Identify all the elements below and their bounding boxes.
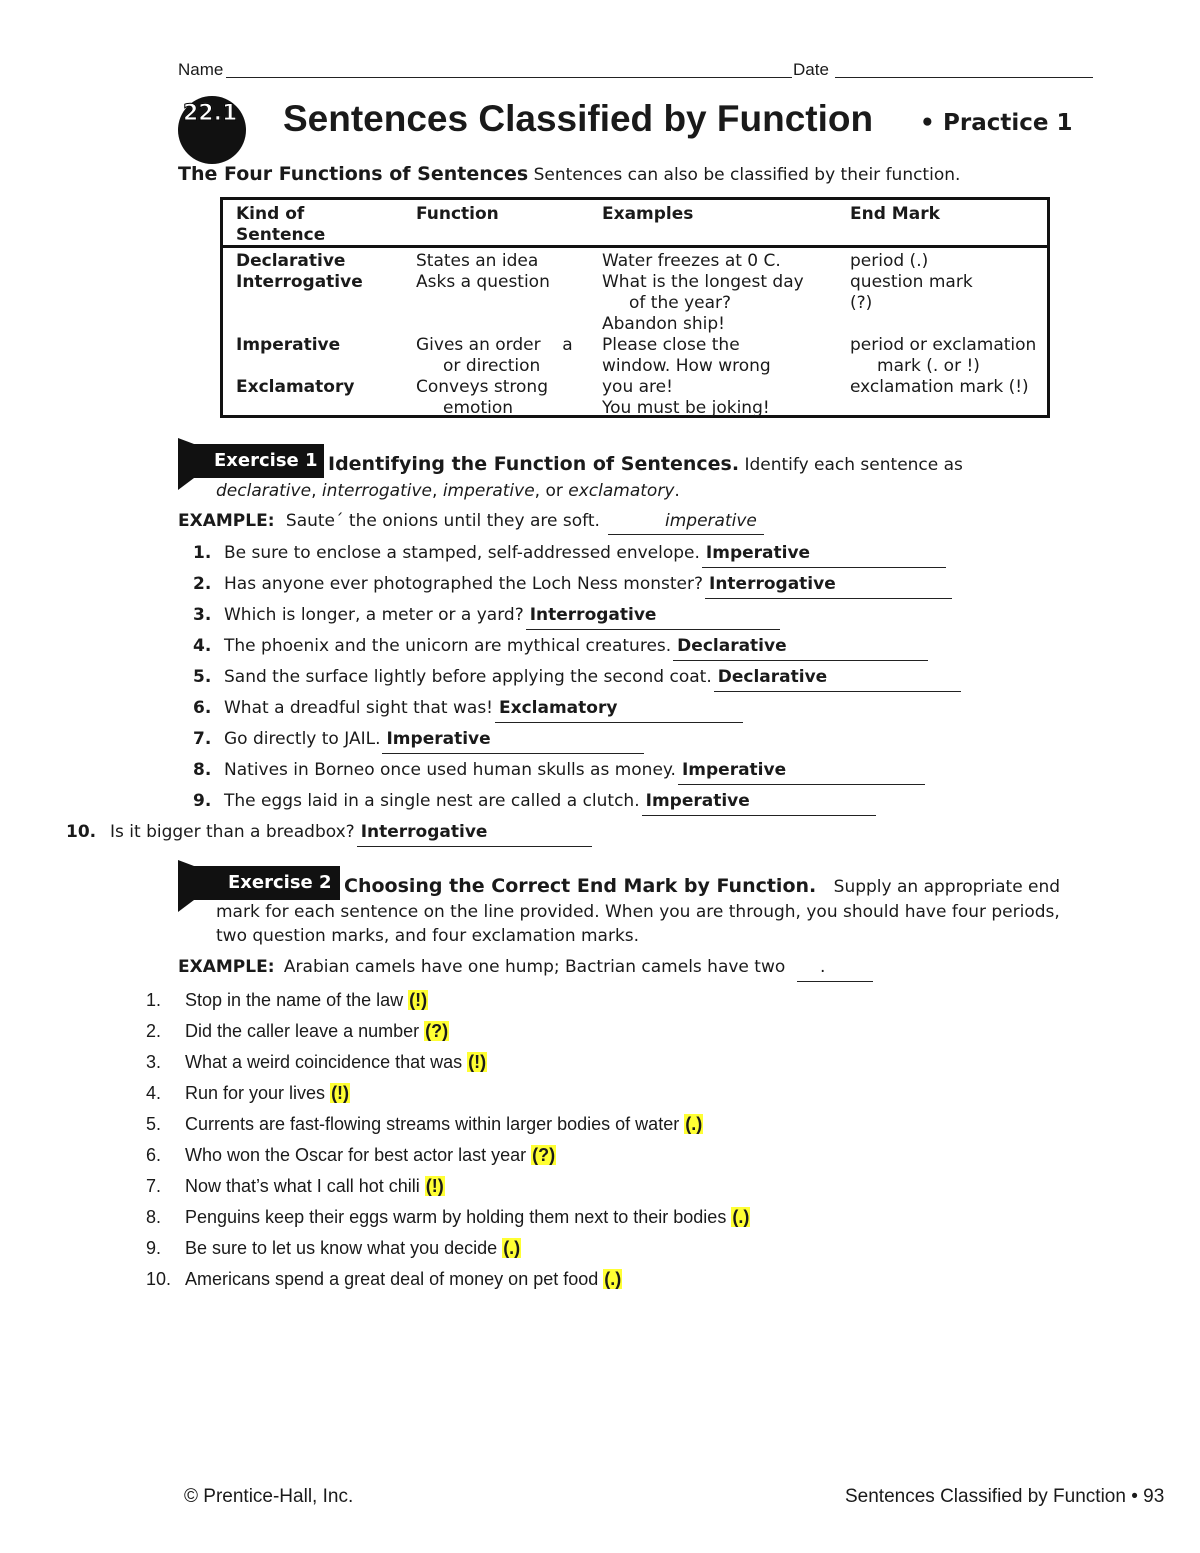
example-answer: imperative xyxy=(665,511,757,531)
item-number: 2. xyxy=(146,1021,162,1041)
answer-line xyxy=(357,846,592,847)
exercise-1-item xyxy=(193,636,787,656)
item-answer[interactable]: Imperative xyxy=(705,543,811,563)
exercise-2-instruction: Supply an appropriate end xyxy=(833,877,1061,897)
intro xyxy=(178,163,960,185)
example-label: EXAMPLE: xyxy=(178,511,275,531)
page-title: Sentences Classified by Function xyxy=(283,98,874,139)
item-answer[interactable]: Interrogative xyxy=(360,822,488,842)
item-number: 4. xyxy=(146,1083,162,1103)
item-answer[interactable]: Imperative xyxy=(386,729,491,749)
end-mark-answer[interactable]: (?) xyxy=(532,1145,556,1165)
item-number: 8. xyxy=(146,1207,162,1227)
answer-line xyxy=(642,815,876,816)
item-answer[interactable]: Exclamatory xyxy=(499,698,618,718)
item-text: Penguins keep their eggs warm by holding them next to their bodies xyxy=(185,1207,727,1227)
table-col-function: States an idea Asks a question Gives an order a or direction Conveys strong emotion xyxy=(416,251,573,418)
item-text: Be sure to let us know what you decide xyxy=(185,1238,498,1258)
answer-line xyxy=(714,691,961,692)
exercise-2-item xyxy=(146,1052,487,1073)
item-text: The phoenix and the unicorn are mythical creatures. xyxy=(224,636,672,656)
item-answer[interactable]: Interrogative xyxy=(529,605,657,625)
name-line[interactable] xyxy=(226,77,792,78)
item-text: Natives in Borneo once used human skulls as money. xyxy=(224,760,676,780)
item-text: What a dreadful sight that was! xyxy=(224,698,493,718)
item-number: 8. xyxy=(193,760,212,780)
exercise-2-item xyxy=(146,1207,750,1228)
item-text: Run for your lives xyxy=(185,1083,326,1103)
table-header-kind: Kind of Sentence xyxy=(236,204,326,245)
end-mark-answer[interactable]: (!) xyxy=(409,990,428,1010)
table-header-endmark: End Mark xyxy=(850,204,940,224)
intro-text: Sentences can also be classified by their function. xyxy=(533,165,961,185)
exercise-1-item xyxy=(193,543,810,563)
item-text: Americans spend a great deal of money on pet food xyxy=(185,1269,599,1289)
end-mark-answer[interactable]: (.) xyxy=(685,1114,703,1134)
item-number: 6. xyxy=(146,1145,162,1165)
section-number: 22.1 xyxy=(183,101,238,126)
exercise-2-item xyxy=(146,1269,622,1290)
item-text: Currents are fast-flowing streams within larger bodies of water xyxy=(185,1114,680,1134)
item-number: 6. xyxy=(193,698,212,718)
end-mark-answer[interactable]: (!) xyxy=(331,1083,350,1103)
item-number: 10. xyxy=(66,822,97,842)
end-mark-answer[interactable]: (.) xyxy=(604,1269,622,1289)
item-text: Has anyone ever photographed the Loch Ness monster? xyxy=(224,574,703,594)
exercise-1-item xyxy=(193,791,750,811)
item-text: Is it bigger than a breadbox? xyxy=(110,822,355,842)
exercise-1-heading-line xyxy=(328,453,963,475)
table-header-examples: Examples xyxy=(602,204,694,224)
exercise-2-item xyxy=(146,1114,703,1135)
sep: , xyxy=(432,481,443,501)
exercise-2-heading: Choosing the Correct End Mark by Function. xyxy=(344,875,817,897)
table-header-rule xyxy=(223,245,1047,248)
exercise-1-item xyxy=(66,822,487,842)
term-declarative: declarative xyxy=(216,481,312,501)
exercise-2-instruction-3: two question marks, and four exclamation marks. xyxy=(216,926,640,946)
answer-line xyxy=(382,753,644,754)
item-number: 3. xyxy=(193,605,212,625)
item-text: Now that’s what I call hot chili xyxy=(185,1176,420,1196)
answer-line xyxy=(705,598,952,599)
item-number: 7. xyxy=(146,1176,162,1196)
term-interrogative: interrogative xyxy=(321,481,432,501)
date-label: Date xyxy=(793,60,829,79)
answer-line xyxy=(702,567,946,568)
table-col-endmark: period (.) question mark (?) period or exclamation mark (. or !) exclamation mark (!) xyxy=(850,251,1037,397)
exercise-2-example xyxy=(178,957,785,977)
term-imperative: imperative xyxy=(442,481,535,501)
exercise-1-tag: Exercise 1 xyxy=(178,444,324,478)
item-number: 2. xyxy=(193,574,212,594)
end-mark-answer[interactable]: (.) xyxy=(732,1207,750,1227)
exercise-2-item xyxy=(146,1145,556,1166)
end-mark-answer[interactable]: (.) xyxy=(503,1238,521,1258)
item-answer[interactable]: Declarative xyxy=(677,636,787,656)
item-number: 10. xyxy=(146,1269,172,1289)
exercise-2-item xyxy=(146,990,428,1011)
item-number: 4. xyxy=(193,636,212,656)
exercise-2-item xyxy=(146,1083,350,1104)
example-label: EXAMPLE: xyxy=(178,957,275,977)
footer-page: Sentences Classified by Function • 93 xyxy=(845,1486,1165,1507)
item-text: Who won the Oscar for best actor last year xyxy=(185,1145,527,1165)
footer-copyright: © Prentice-Hall, Inc. xyxy=(184,1486,354,1507)
exercise-1-item xyxy=(193,667,827,687)
exercise-1-instruction-2 xyxy=(216,481,680,501)
exercise-2-item xyxy=(146,1176,445,1197)
item-answer[interactable]: Imperative xyxy=(645,791,750,811)
item-answer[interactable]: Declarative xyxy=(717,667,828,687)
item-number: 1. xyxy=(146,990,162,1010)
table-col-examples: Water freezes at 0 C. What is the longest day of the year? Abandon ship! Please close the window. How wrong you are! You must be joking! xyxy=(602,251,804,418)
item-number: 7. xyxy=(193,729,212,749)
item-text: Did the caller leave a number xyxy=(185,1021,420,1041)
exercise-1-example xyxy=(178,511,600,531)
answer-line xyxy=(526,629,780,630)
name-label: Name xyxy=(178,60,224,79)
table-col-kind: Declarative Interrogative Imperative Exclamatory xyxy=(236,251,363,397)
date-line[interactable] xyxy=(835,77,1093,78)
example-answer-line xyxy=(608,534,764,535)
page-subtitle: Practice 1 xyxy=(943,110,1073,136)
item-answer[interactable]: Imperative xyxy=(681,760,787,780)
item-number: 3. xyxy=(146,1052,162,1072)
answer-line xyxy=(495,722,743,723)
exercise-2-heading-line xyxy=(344,875,1060,897)
functions-table xyxy=(220,197,1050,418)
exercise-1-item xyxy=(193,605,656,625)
sep: . xyxy=(674,481,680,501)
end-mark-answer[interactable]: (!) xyxy=(425,1176,444,1196)
exercise-1-item xyxy=(193,698,617,718)
intro-heading: The Four Functions of Sentences xyxy=(178,163,529,185)
item-number: 1. xyxy=(193,543,212,563)
end-mark-answer[interactable]: (?) xyxy=(425,1021,449,1041)
item-text: The eggs laid in a single nest are called a clutch. xyxy=(224,791,640,811)
item-number: 5. xyxy=(146,1114,162,1134)
item-text: Go directly to JAIL. xyxy=(224,729,381,749)
table-header-function: Function xyxy=(416,204,499,224)
exercise-1-item xyxy=(193,760,786,780)
exercise-2-tag: Exercise 2 xyxy=(178,866,340,900)
section-badge xyxy=(178,96,246,164)
example-answer-line xyxy=(797,981,873,982)
example-answer: . xyxy=(820,957,826,977)
item-number: 9. xyxy=(146,1238,162,1258)
sep: , or xyxy=(534,481,569,501)
item-number: 5. xyxy=(193,667,212,687)
exercise-1-instruction: Identify each sentence as xyxy=(744,455,963,475)
answer-line xyxy=(673,660,928,661)
exercise-1-item xyxy=(193,729,491,749)
item-text: Stop in the name of the law xyxy=(185,990,404,1010)
exercise-1-heading: Identifying the Function of Sentences. xyxy=(328,453,740,475)
term-exclamatory: exclamatory xyxy=(568,481,675,501)
exercise-1-item xyxy=(193,574,836,594)
exercise-2-item xyxy=(146,1238,521,1259)
item-text: Be sure to enclose a stamped, self-addressed envelope. xyxy=(224,543,700,563)
item-number: 9. xyxy=(193,791,212,811)
item-text: What a weird coincidence that was xyxy=(185,1052,463,1072)
exercise-2-item xyxy=(146,1021,449,1042)
item-text: Which is longer, a meter or a yard? xyxy=(224,605,524,625)
item-text: Sand the surface lightly before applying the second coat. xyxy=(224,667,712,687)
item-answer[interactable]: Interrogative xyxy=(709,574,836,594)
answer-line xyxy=(678,784,925,785)
example-text: Saute´ the onions until they are soft. xyxy=(285,511,600,531)
exercise-2-instruction-2: mark for each sentence on the line provided. When you are through, you should have four periods, xyxy=(216,902,1060,922)
sep: , xyxy=(311,481,322,501)
end-mark-answer[interactable]: (!) xyxy=(468,1052,487,1072)
example-text: Arabian camels have one hump; Bactrian camels have two xyxy=(283,957,786,977)
title-bullet: • xyxy=(920,110,935,136)
